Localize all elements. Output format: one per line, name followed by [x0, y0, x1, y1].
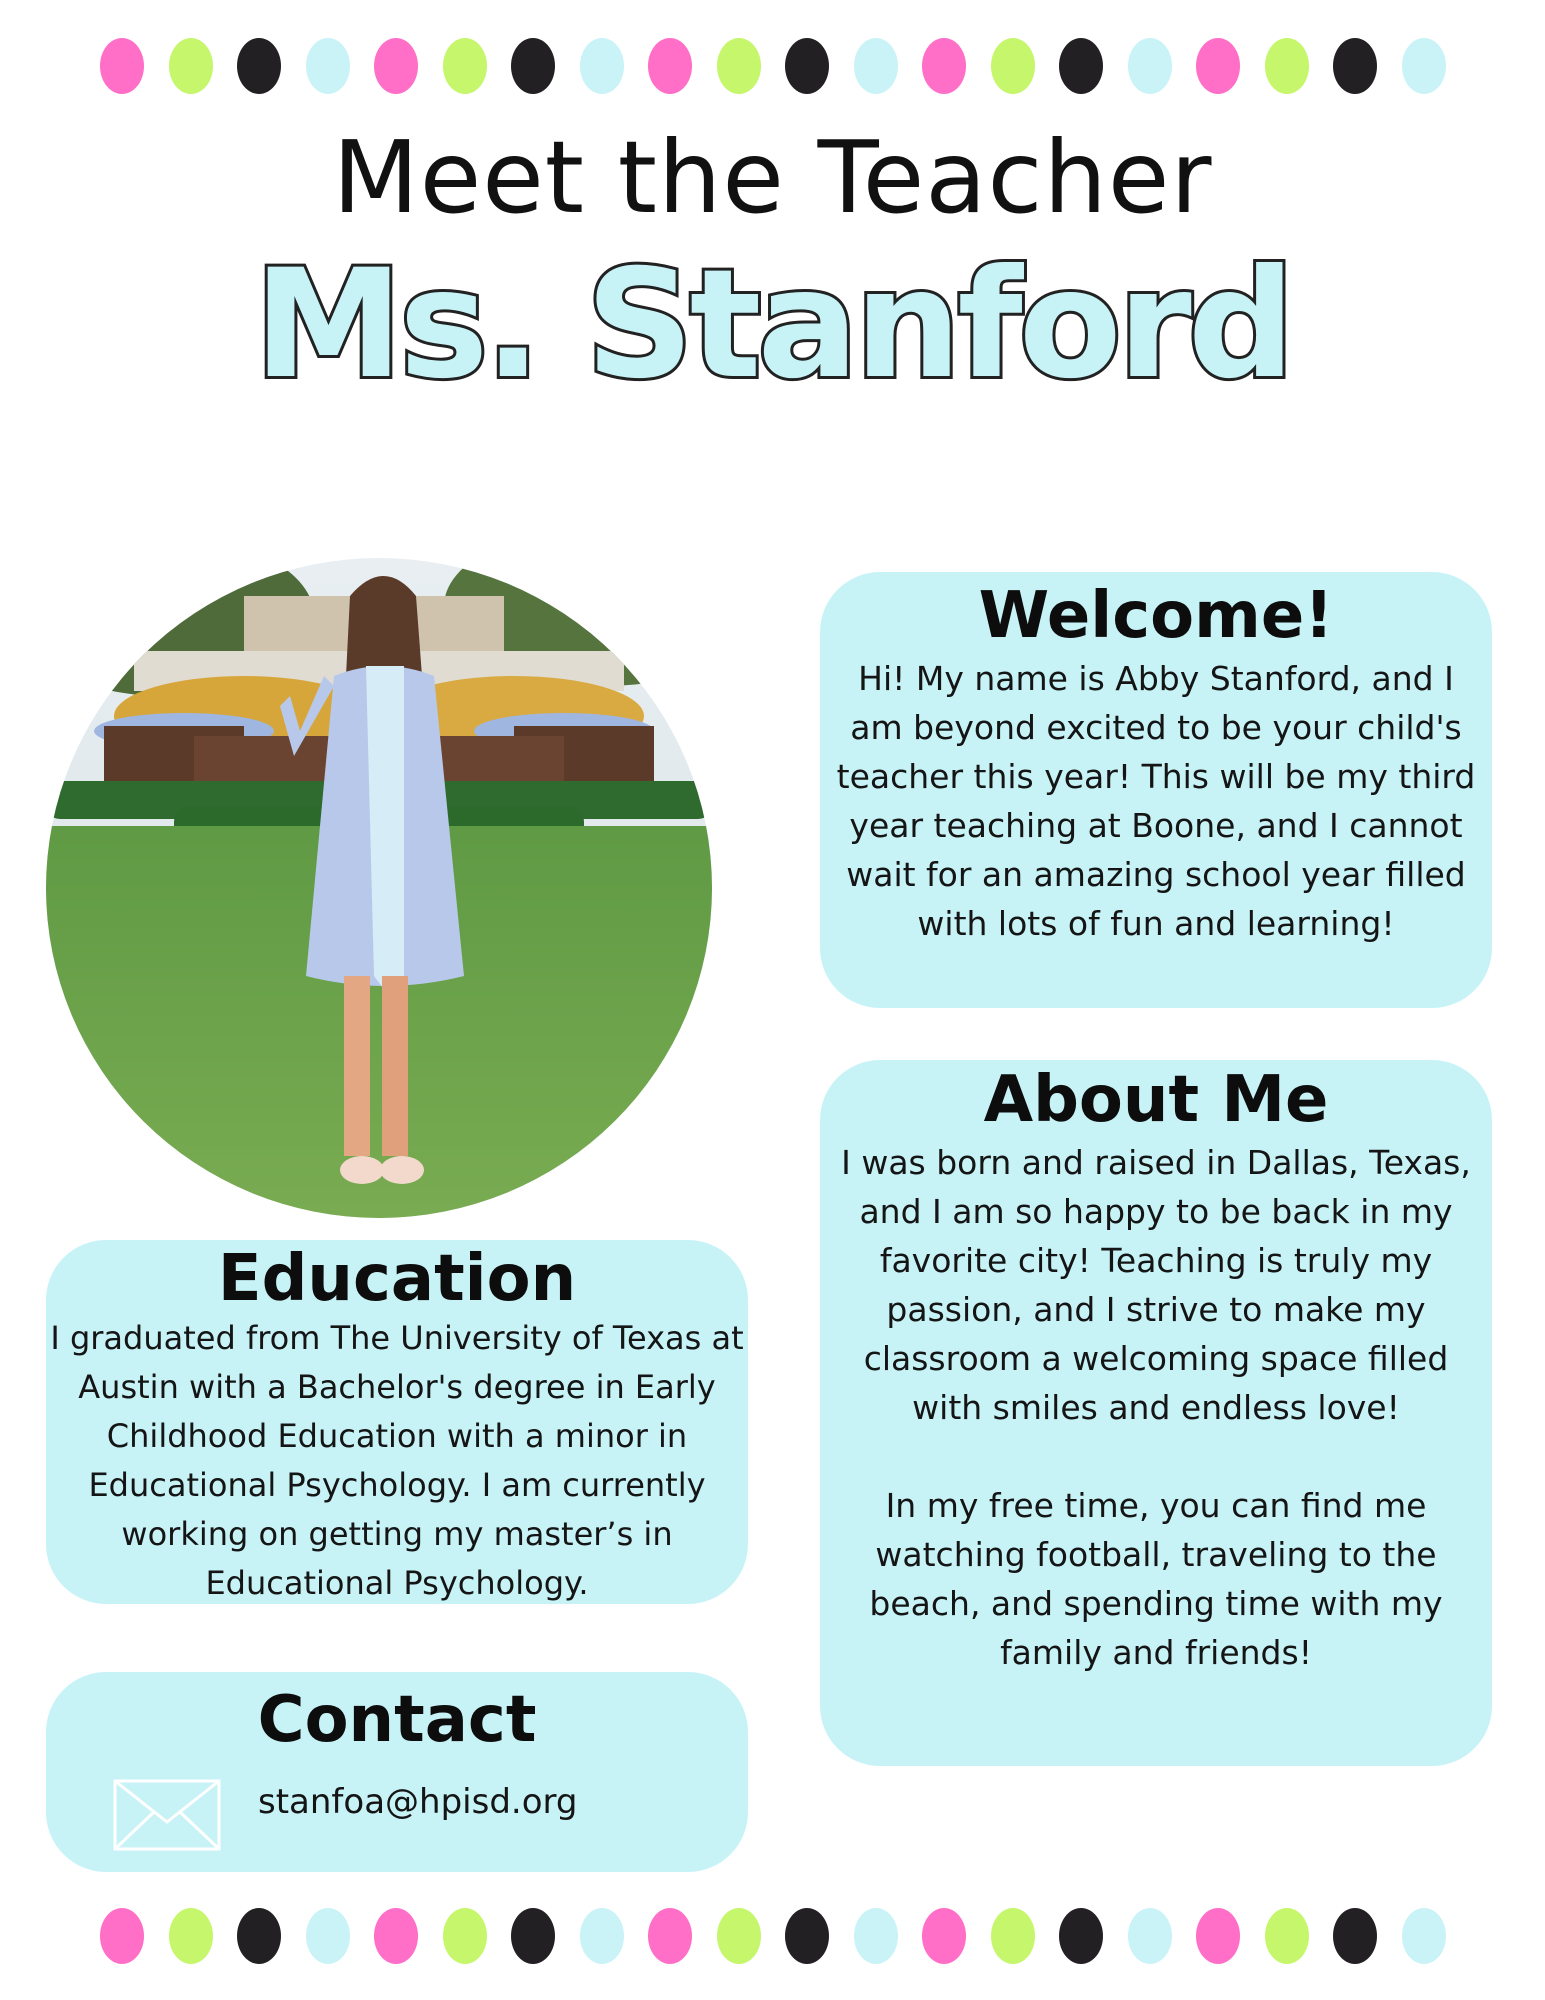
border-dot: [511, 38, 555, 94]
border-dot: [717, 1908, 761, 1964]
border-dot: [717, 38, 761, 94]
bottom-dot-border: [0, 1908, 1545, 1968]
welcome-panel: [820, 572, 1492, 1008]
border-dot: [443, 38, 487, 94]
border-dot: [785, 1908, 829, 1964]
border-dot: [237, 1908, 281, 1964]
border-dot: [1059, 1908, 1103, 1964]
border-dot: [580, 1908, 624, 1964]
email-link[interactable]: stanfoa@hpisd.org: [258, 1782, 578, 1822]
border-dot: [648, 1908, 692, 1964]
border-dot: [922, 1908, 966, 1964]
border-dot: [1402, 38, 1446, 94]
welcome-text: Hi! My name is Abby Stanford, and I am beyond excited to be your child's teacher this year! This will be my third year teaching at Boone, and I cannot wait for an amazing school year filled with lots of fun and learning!: [836, 659, 1476, 943]
border-dot: [991, 38, 1035, 94]
border-dot: [100, 38, 144, 94]
border-dot: [1128, 1908, 1172, 1964]
contact-panel: [46, 1672, 748, 1872]
border-dot: [1333, 38, 1377, 94]
welcome-heading: Welcome!: [978, 579, 1334, 653]
border-dot: [1196, 1908, 1240, 1964]
border-dot: [922, 38, 966, 94]
border-dot: [100, 1908, 144, 1964]
teacher-name: Ms. Stanford: [253, 238, 1292, 412]
border-dot: [580, 38, 624, 94]
border-dot: [306, 38, 350, 94]
border-dot: [237, 38, 281, 94]
top-dot-border: [0, 38, 1545, 98]
border-dot: [374, 1908, 418, 1964]
border-dot: [1265, 1908, 1309, 1964]
about-heading: About Me: [983, 1063, 1329, 1137]
border-dot: [306, 1908, 350, 1964]
border-dot: [1402, 1908, 1446, 1964]
border-dot: [169, 1908, 213, 1964]
about-panel: [820, 1060, 1492, 1766]
teacher-photo: [44, 556, 714, 1220]
education-text: I graduated from The University of Texas at Austin with a Bachelor's degree in Early Childhood Education with a minor in Educational Psychology. I am currently working on getting my master’s in Educational Psychology.: [50, 1319, 744, 1602]
about-text-2: In my free time, you can find me watching football, traveling to the beach, and spending time with my family and friends!: [869, 1486, 1443, 1672]
contact-row: [46, 1768, 748, 1848]
education-panel: [46, 1240, 748, 1604]
page-title: Meet the Teacher: [332, 119, 1213, 236]
border-dot: [1333, 1908, 1377, 1964]
border-dot: [1196, 38, 1240, 94]
contact-heading: Contact: [257, 1683, 537, 1757]
border-dot: [443, 1908, 487, 1964]
border-dot: [785, 38, 829, 94]
about-text-1: I was born and raised in Dallas, Texas, and I am so happy to be back in my favorite city! Teaching is truly my passion, and I strive to make my classroom a welcoming space filled with smiles and endless love!: [841, 1143, 1471, 1427]
border-dot: [648, 38, 692, 94]
border-dot: [511, 1908, 555, 1964]
border-dot: [991, 1908, 1035, 1964]
border-dot: [854, 1908, 898, 1964]
border-dot: [1265, 38, 1309, 94]
envelope-icon: [112, 1778, 222, 1852]
border-dot: [374, 38, 418, 94]
border-dot: [169, 38, 213, 94]
border-dot: [1128, 38, 1172, 94]
border-dot: [854, 38, 898, 94]
border-dot: [1059, 38, 1103, 94]
education-heading: Education: [217, 1242, 577, 1316]
